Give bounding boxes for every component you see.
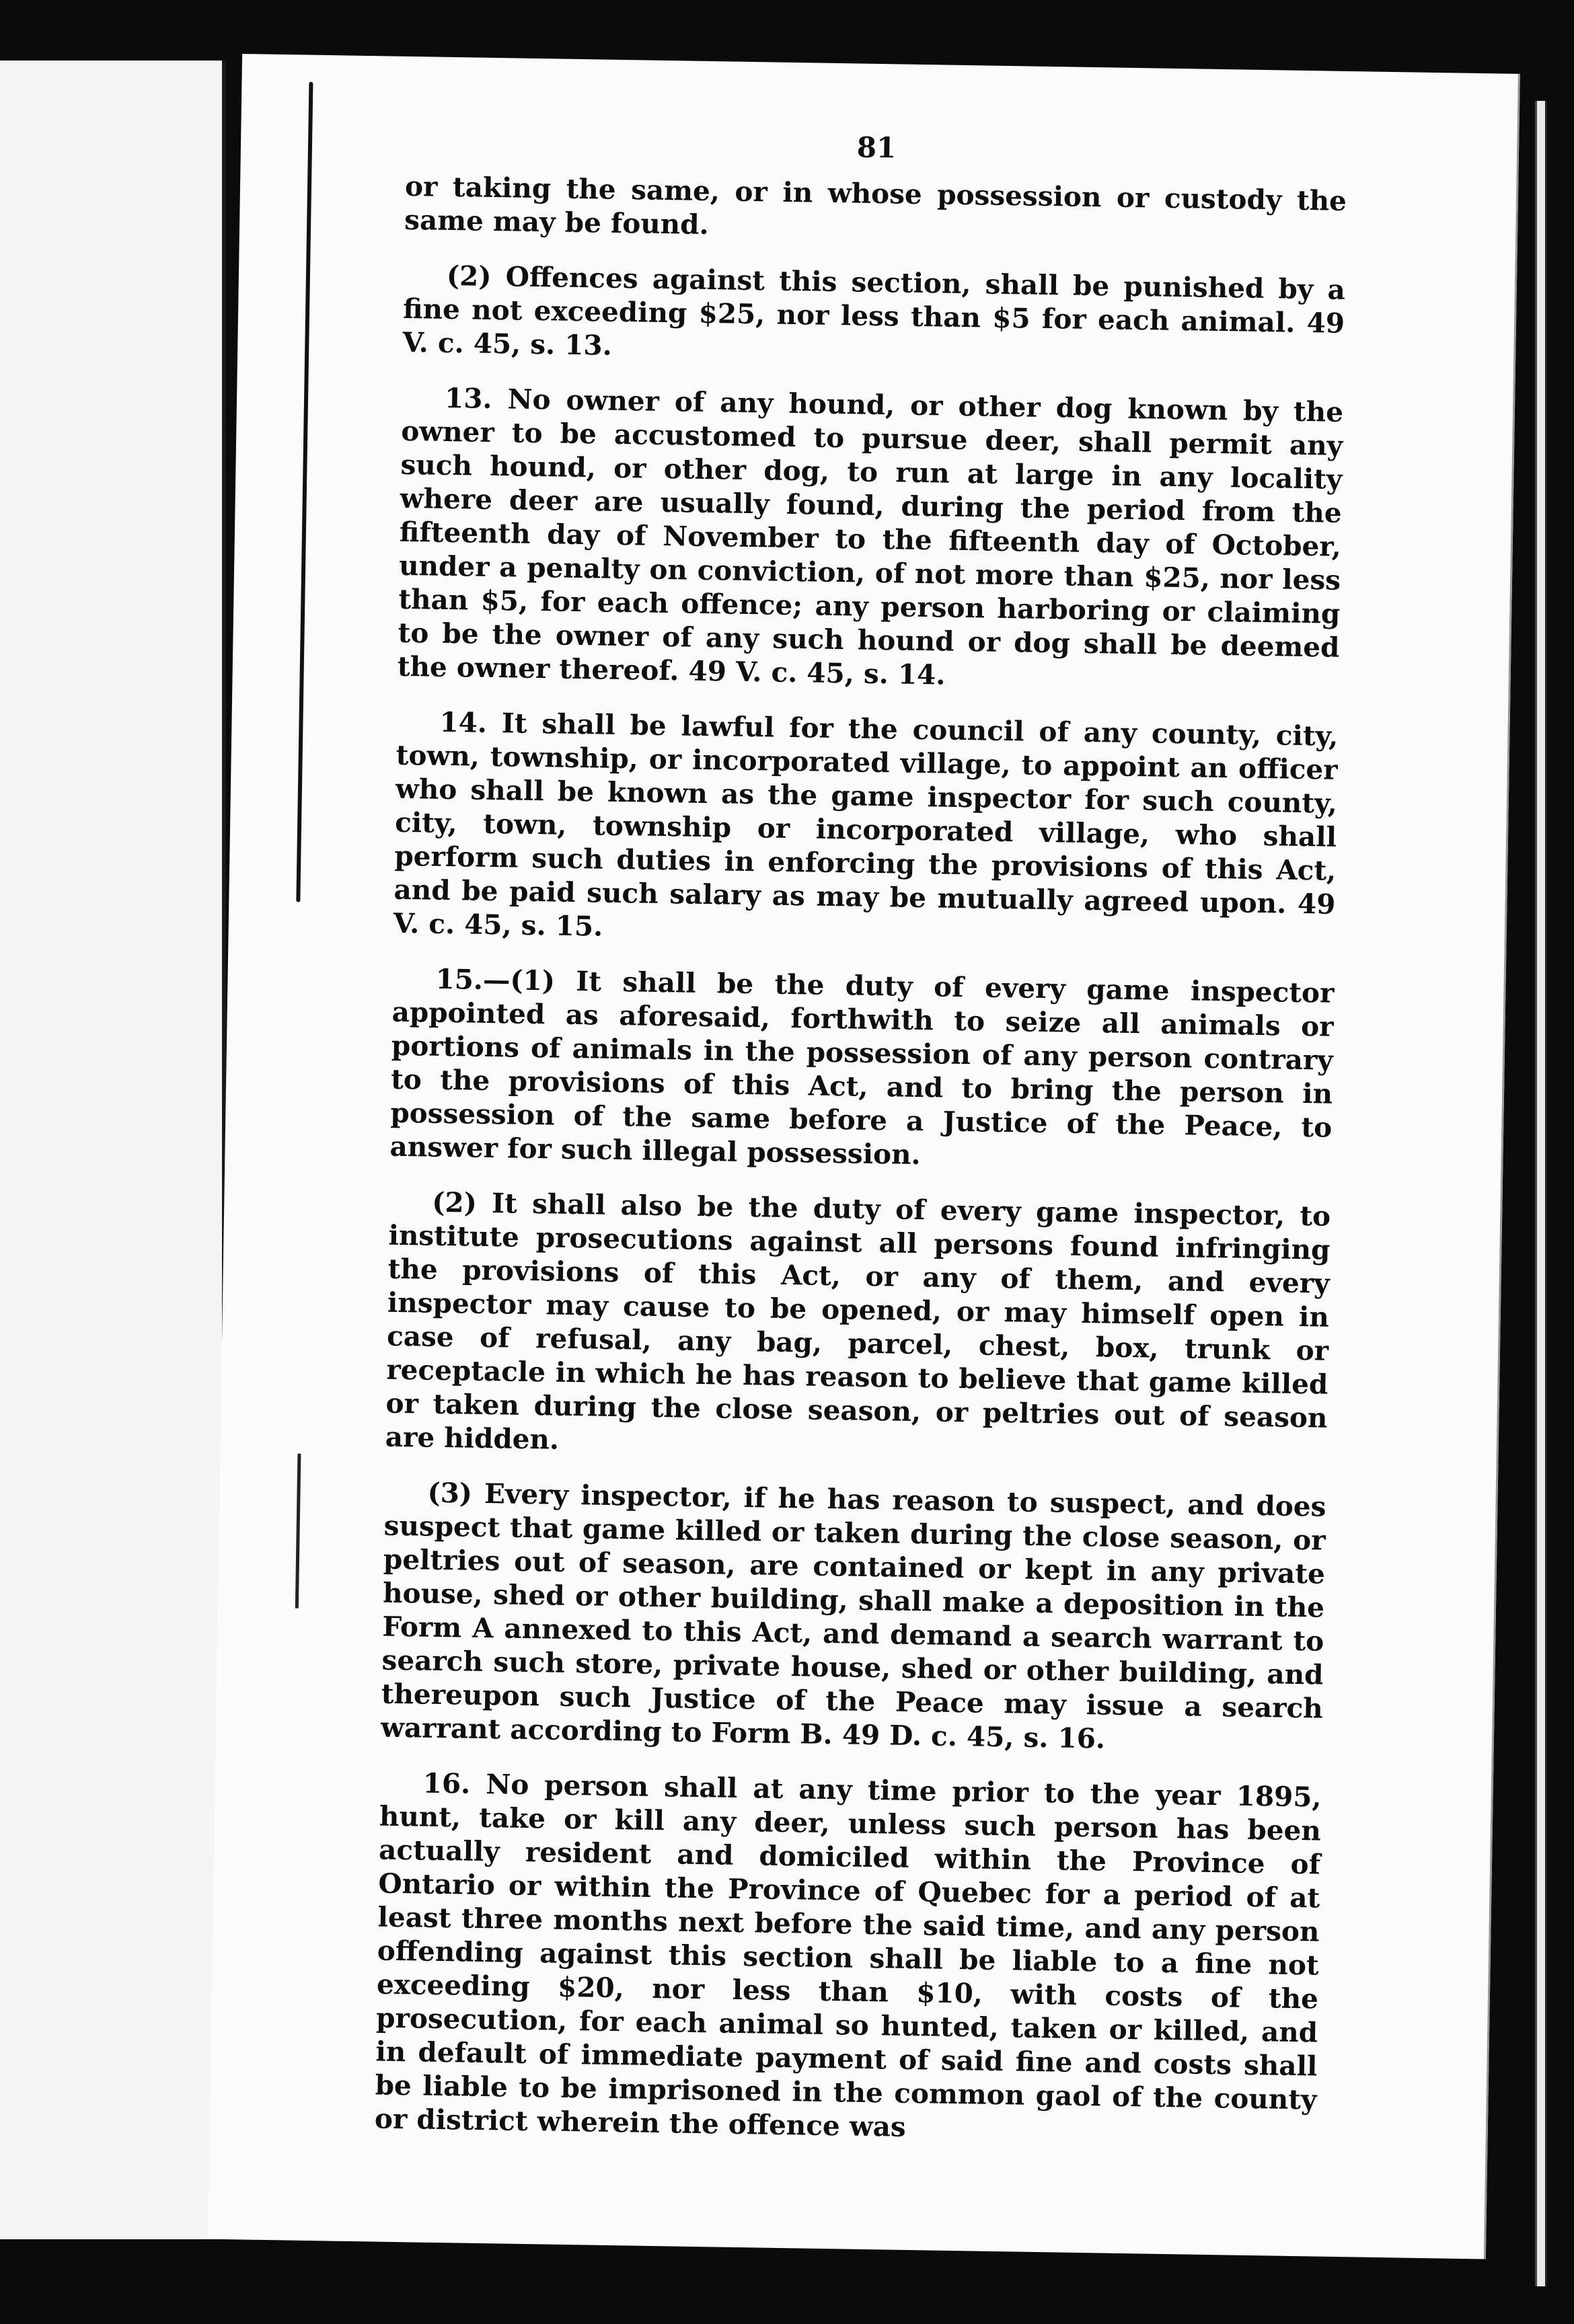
page-content (374, 124, 1347, 2172)
paragraph-16: 16. No person shall at any time prior to the year 1895, hunt, take or kill any deer, unless such person has been actually resident and domiciled within the Province of Ontario or within the Province of Quebec for a period of at least three months next before the said time, and any person offending against this section shall be liable to a fine not exceeding $20, nor less than $10, with costs of the prosecution, for each animal so hunted, taken or killed, and in default of immediate payment of said fine and costs shall be liable to be imprisoned in the common gaol of the county or district wherein the offence was (374, 1767, 1322, 2143)
gutter-mark (295, 1454, 301, 1609)
paragraph-12-2: (2) Offences against this section, shall be punished by a fine not exceeding $25, nor less than $5 for each animal. 49 V. c. 45, s. 13. (402, 259, 1346, 362)
paragraph-15-3: (3) Every inspector, if he has reason to suspect, and does suspect that game killed or taken during the close season, or peltries out of season, are contained or kept in any private house, shed or other building, shall make a deposition in the Form A annexed to this Act, and demand a search warrant to search such store, private house, shed or other building, and thereupon such Justice of the Peace may issue a search warrant according to Form B. 49 D. c. 45, s. 16. (380, 1476, 1326, 1755)
facing-page (0, 61, 226, 2239)
page-number: 81 (856, 130, 897, 165)
page-edge (1535, 101, 1547, 2286)
paragraph-15-2: (2) It shall also be the duty of every game inspector, to institute prosecutions against all persons found infringing the provisions of this Act, or any of them, and every inspector may cause to be opened, or may himself open in case of refusal, any bag, parcel, chest, box, trunk or receptacle in which he has reason to believe that game killed or taken during the close season, or peltries out of season are hidden. (385, 1186, 1331, 1456)
paragraph-15-1: 15.—(1) It shall be the duty of every game inspector appointed as aforesaid, forthwith to seize all animals or portions of animals in the possession of any person contrary to the provisions of this Act, and to bring the person in possession of the same before a Justice of the Peace, to answer for such illegal possession. (389, 962, 1335, 1171)
paragraph-13: 13. No owner of any hound, or other dog known by the owner to be accustomed to pursue deer, shall permit any such hound, or other dog, to run at large in any locality where deer are usually found, during the period from the fifteenth day of November to the fifteenth day of October, under a penalty on conviction, of not more than $25, nor less than $5, for each offence; any person harboring or claiming to be the owner of any such hound or dog shall be deemed the owner thereof. 49 V. c. 45, s. 14. (397, 381, 1344, 691)
paragraph-14: 14. It shall be lawful for the council of any county, city, town, township, or incorporated village, to appoint an officer who shall be known as the game inspector for such county, city, town, township or incorporated village, who shall perform such duties in enforcing the provisions of this Act, and be paid such salary as may be mutually agreed upon. 49 V. c. 45, s. 15. (393, 705, 1339, 943)
gutter-mark (296, 82, 313, 902)
paragraph-continuation: or taking the same, or in whose possession or custody the same may be found. (404, 169, 1347, 241)
scanned-page (208, 54, 1520, 2259)
